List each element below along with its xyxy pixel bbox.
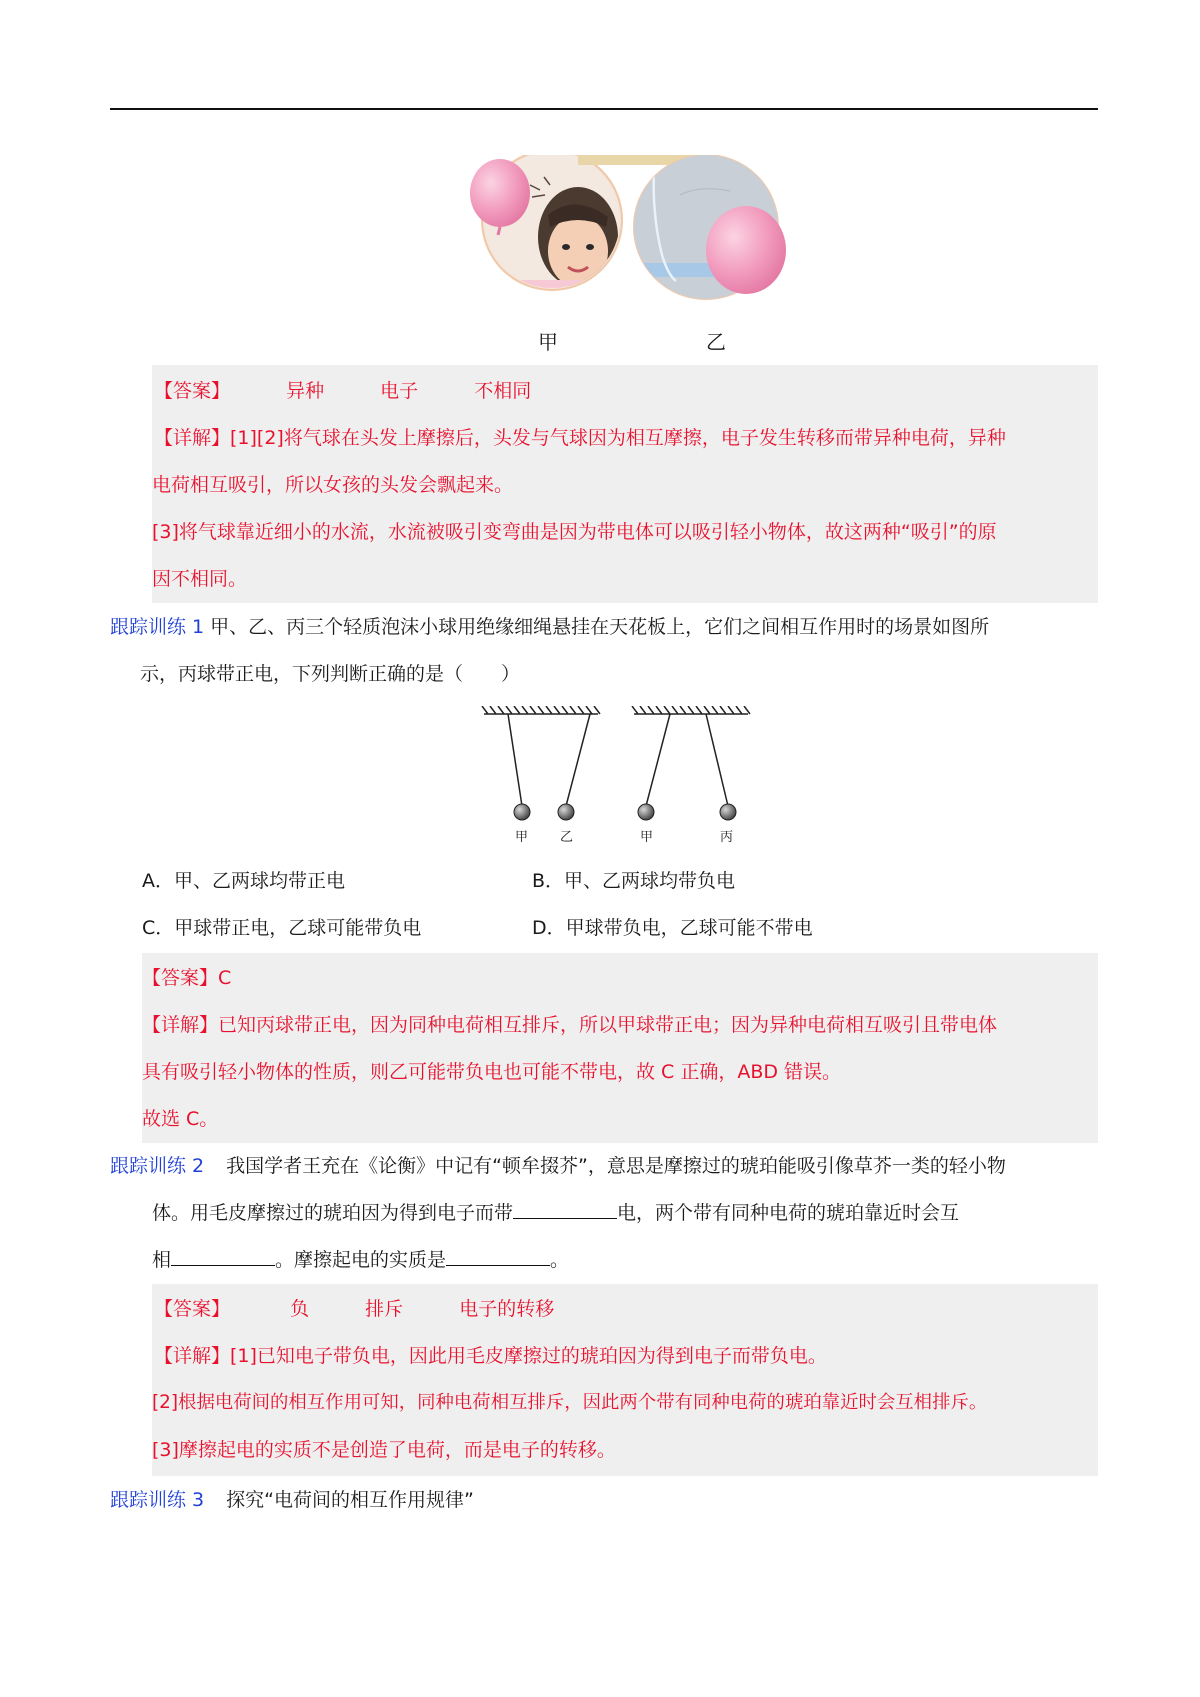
question-2-line-2: [152, 1200, 959, 1226]
blank-3[interactable]: [446, 1247, 550, 1266]
ball-yi: [558, 804, 574, 820]
question-2-line-1: [110, 1153, 1006, 1179]
answer-1: [154, 378, 531, 404]
answer-item: 电子: [380, 380, 419, 402]
question-text: 。: [550, 1249, 570, 1271]
blank-1[interactable]: [513, 1200, 617, 1219]
question-3: [110, 1487, 474, 1513]
explain-2-line-3: 故选 C。: [142, 1108, 219, 1130]
blank-2[interactable]: [171, 1247, 275, 1266]
figure-label-yi: 乙: [706, 330, 726, 354]
pendulum-label-yi: 乙: [560, 830, 574, 845]
explain-text: [1][2]将气球在头发上摩擦后，头发与气球因为相互摩擦，电子发生转移而带异种电荷，异种: [230, 427, 1006, 449]
question-text: 我国学者王充在《论衡》中记有“顿牟掇芥”，意思是摩擦过的琥珀能吸引像草芥一类的轻小物: [226, 1155, 1006, 1177]
question-1-line-2: 示，丙球带正电，下列判断正确的是（ ）: [140, 663, 521, 685]
question-tag: 跟踪训练 2: [110, 1155, 205, 1177]
figure-label-jia: 甲: [538, 330, 558, 354]
answer-tag: 【答案】: [154, 1298, 231, 1320]
explain-1-line-2: 电荷相互吸引，所以女孩的头发会飘起来。: [152, 474, 514, 496]
answer-item: 负: [290, 1298, 310, 1320]
answer-item: 排斥: [365, 1298, 404, 1320]
ball-bing: [720, 804, 736, 820]
question-1-line-1: [110, 614, 989, 640]
question-text: 体。用毛皮摩擦过的琥珀因为得到电子而带: [152, 1202, 514, 1224]
ball-jia-2: [638, 804, 654, 820]
question-tag: 跟踪训练 3: [110, 1489, 205, 1511]
answer-item: 异种: [286, 380, 325, 402]
explain-3-line-2: [2]根据电荷间的相互作用可知，同种电荷相互排斥，因此两个带有同种电荷的琥珀靠近时会互相排斥。: [152, 1392, 988, 1413]
header-rule: [110, 108, 1098, 110]
answer-box-2: [142, 953, 1098, 1143]
question-text: 电，两个带有同种电荷的琥珀靠近时会互: [617, 1202, 960, 1224]
pendulum-label-bing: 丙: [720, 830, 734, 845]
explain-text: [1]已知电子带负电，因此用毛皮摩擦过的琥珀因为得到电子而带负电。: [230, 1345, 827, 1367]
answer-item: 电子的转移: [459, 1298, 555, 1320]
explain-3-line-1: [154, 1343, 827, 1369]
explain-1-line-1: [154, 425, 1006, 451]
explain-2-line-2: 具有吸引轻小物体的性质，则乙可能带负电也可能不带电，故 C 正确，ABD 错误。: [142, 1061, 842, 1083]
pendulum-label-jia-2: 甲: [640, 830, 654, 845]
question-tag: 跟踪训练 1: [110, 616, 205, 638]
question-text: 。摩擦起电的实质是: [275, 1249, 447, 1271]
answer-value: C: [218, 967, 232, 989]
pendulum-label-jia-1: 甲: [515, 830, 529, 845]
option-c: C．甲球带正电，乙球可能带负电: [142, 917, 422, 939]
explain-tag: 【详解】: [142, 1014, 219, 1036]
option-d: D．甲球带负电，乙球可能不带电: [532, 917, 813, 939]
answer-tag: 【答案】: [142, 967, 219, 989]
balloon-photo-figure: [470, 155, 790, 315]
answer-3: [154, 1296, 554, 1322]
explain-text: 已知丙球带正电，因为同种电荷相互排斥，所以甲球带正电；因为异种电荷相互吸引且带电体: [218, 1014, 998, 1036]
pendulum-figure: [480, 706, 760, 846]
explain-1-line-4: 因不相同。: [152, 568, 248, 590]
explain-1-line-3: [3]将气球靠近细小的水流，水流被吸引变弯曲是因为带电体可以吸引轻小物体，故这两种“吸引”的原: [152, 521, 997, 543]
ball-jia-1: [514, 804, 530, 820]
option-a: A．甲、乙两球均带正电: [142, 870, 345, 892]
question-text: 甲、乙、丙三个轻质泡沫小球用绝缘细绳悬挂在天花板上，它们之间相互作用时的场景如图所: [210, 616, 990, 638]
question-text: 探究“电荷间的相互作用规律”: [226, 1489, 474, 1511]
explain-tag: 【详解】: [154, 1345, 231, 1367]
answer-tag: 【答案】: [154, 380, 231, 402]
answer-item: 不相同: [474, 380, 532, 402]
explain-2-line-1: [142, 1012, 997, 1038]
explain-tag: 【详解】: [154, 427, 231, 449]
option-b: B．甲、乙两球均带负电: [532, 870, 736, 892]
question-text: 相: [152, 1249, 172, 1271]
answer-2: [142, 965, 231, 991]
question-2-line-3: [152, 1247, 569, 1273]
explain-3-line-3: [3]摩擦起电的实质不是创造了电荷，而是电子的转移。: [152, 1439, 616, 1461]
girl-balloon-photo: [470, 155, 640, 310]
